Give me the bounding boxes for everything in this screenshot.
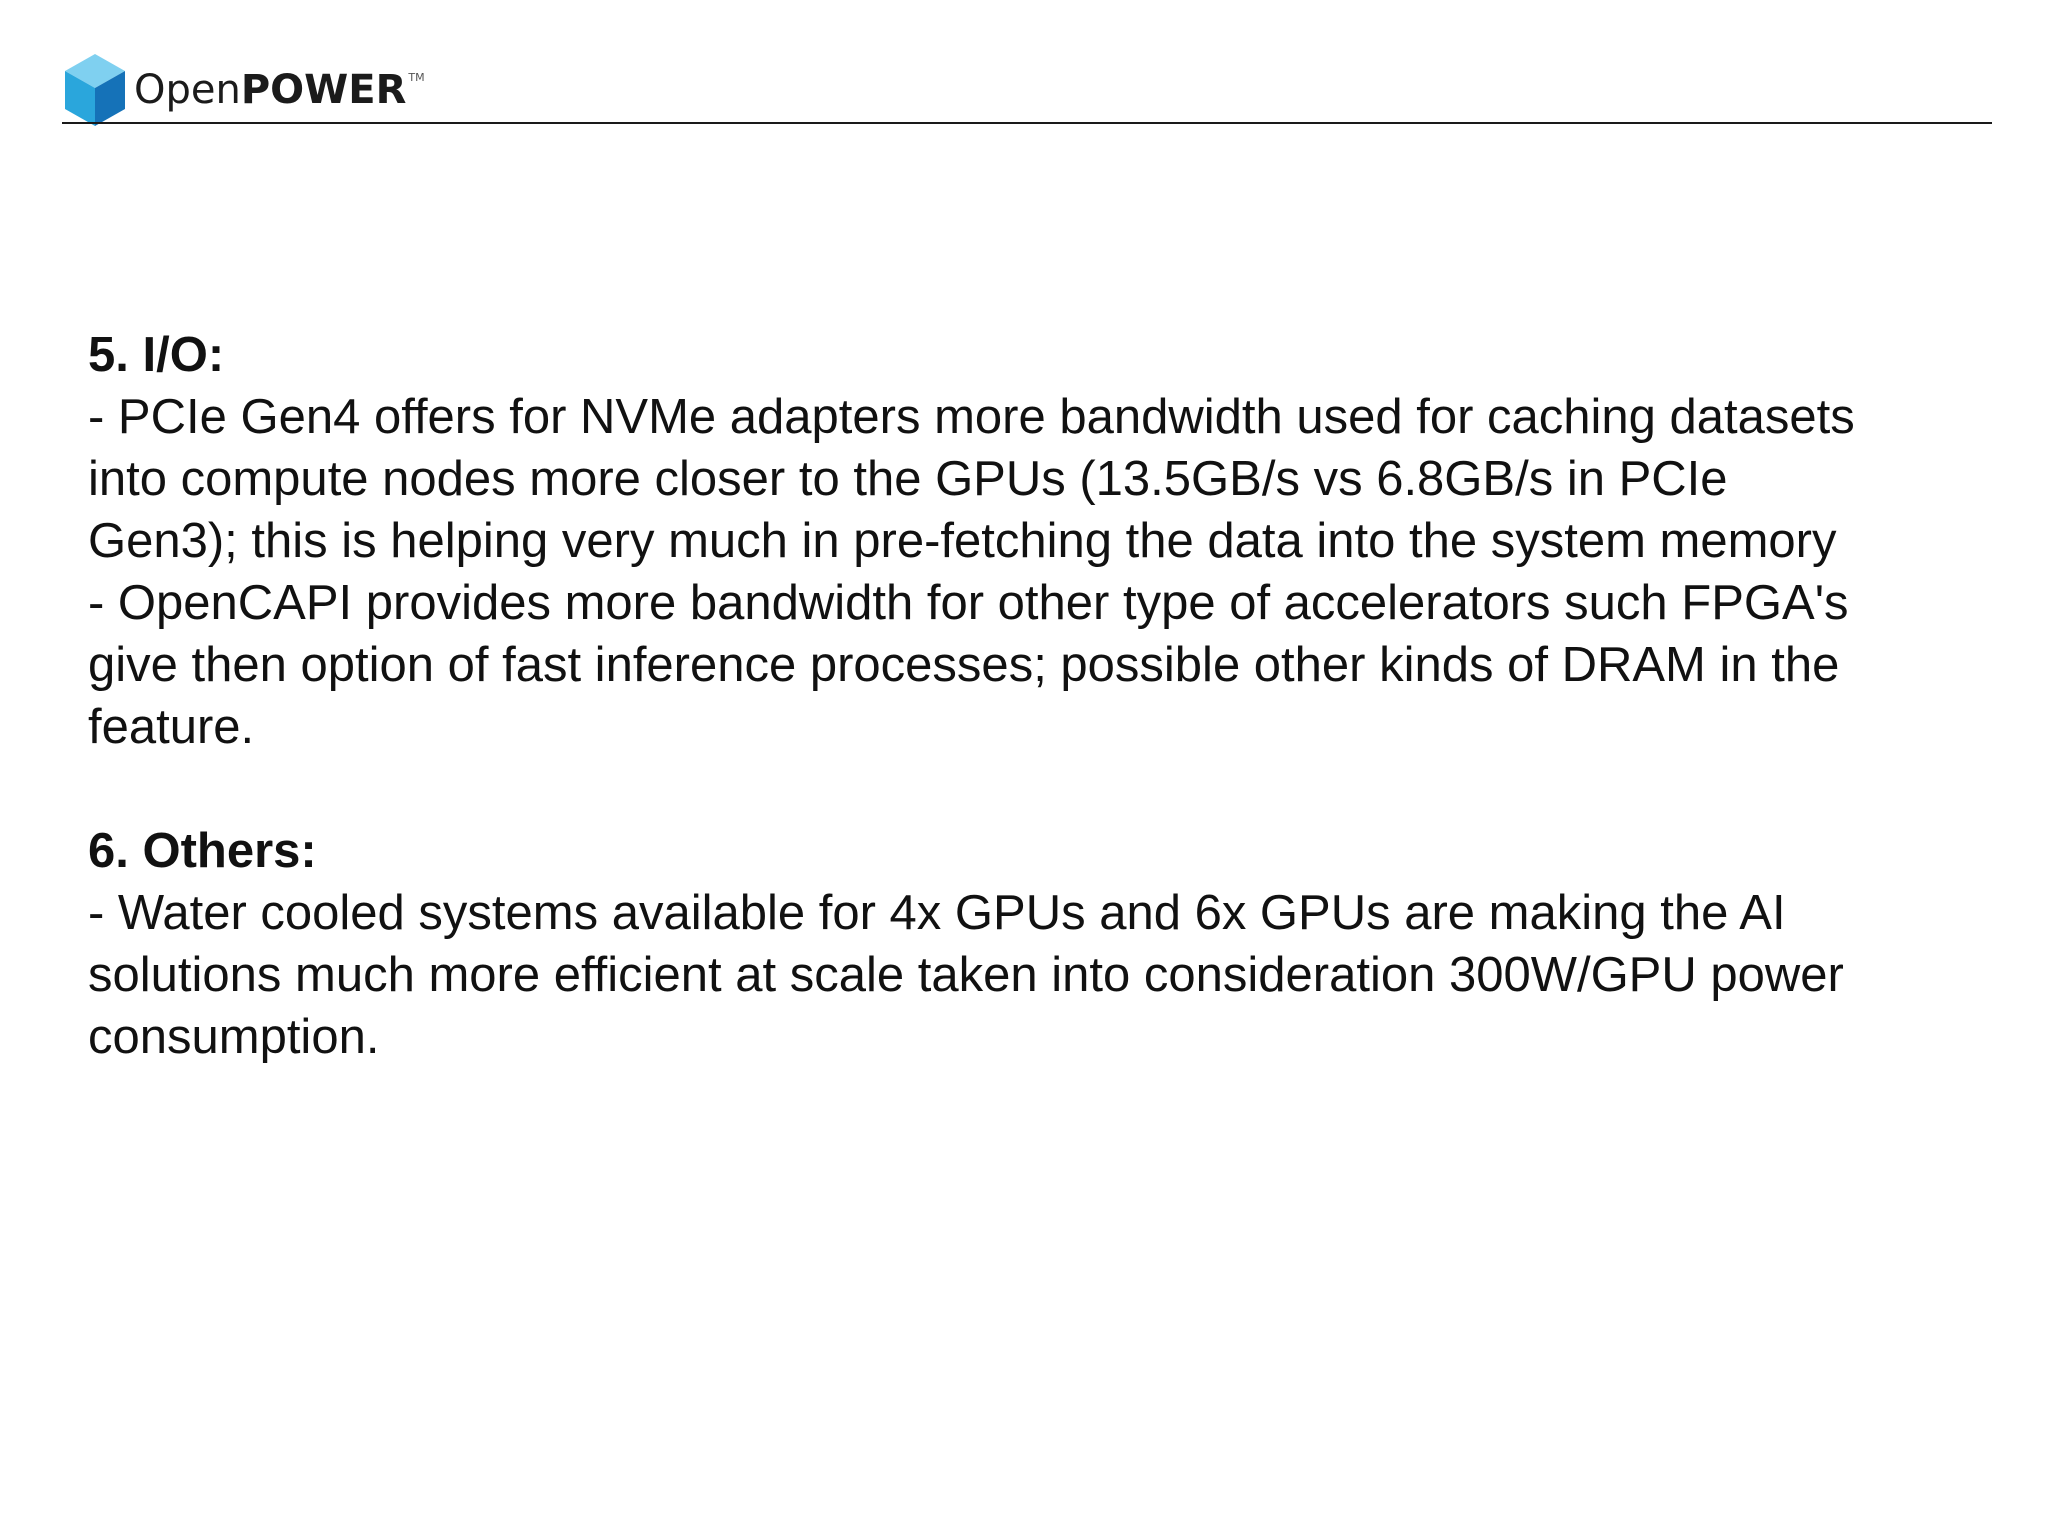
header-divider [62, 122, 1992, 124]
bullet-item: - PCIe Gen4 offers for NVMe adapters more bandwidth used for caching datasets into compute nodes more closer to the GPUs (13.5GB/s vs 6.8GB/s in PCIe Gen3); this is helping very much in pre-fetching the data into the system memory [88, 390, 1855, 568]
header [62, 46, 425, 134]
section-title: 6. Others: [88, 824, 317, 878]
section-others [88, 820, 1888, 1068]
section-spacer [88, 758, 1888, 820]
openpower-hexagon-icon [62, 52, 128, 128]
bullet-item: - Water cooled systems available for 4x GPUs and 6x GPUs are making the AI solutions much more efficient at scale taken into consideration 300W/GPU power consumption. [88, 886, 1844, 1064]
section-io [88, 324, 1888, 758]
slide-body [88, 324, 1888, 1068]
bullet-item: - OpenCAPI provides more bandwidth for other type of accelerators such FPGA's give then option of fast inference processes; possible other kinds of DRAM in the feature. [88, 576, 1849, 754]
logo-wordmark [134, 67, 425, 113]
logo-text-open: Open [134, 67, 241, 113]
logo-text-power: POWER [240, 67, 407, 113]
logo-trademark: TM [408, 71, 425, 84]
section-title: 5. I/O: [88, 328, 225, 382]
